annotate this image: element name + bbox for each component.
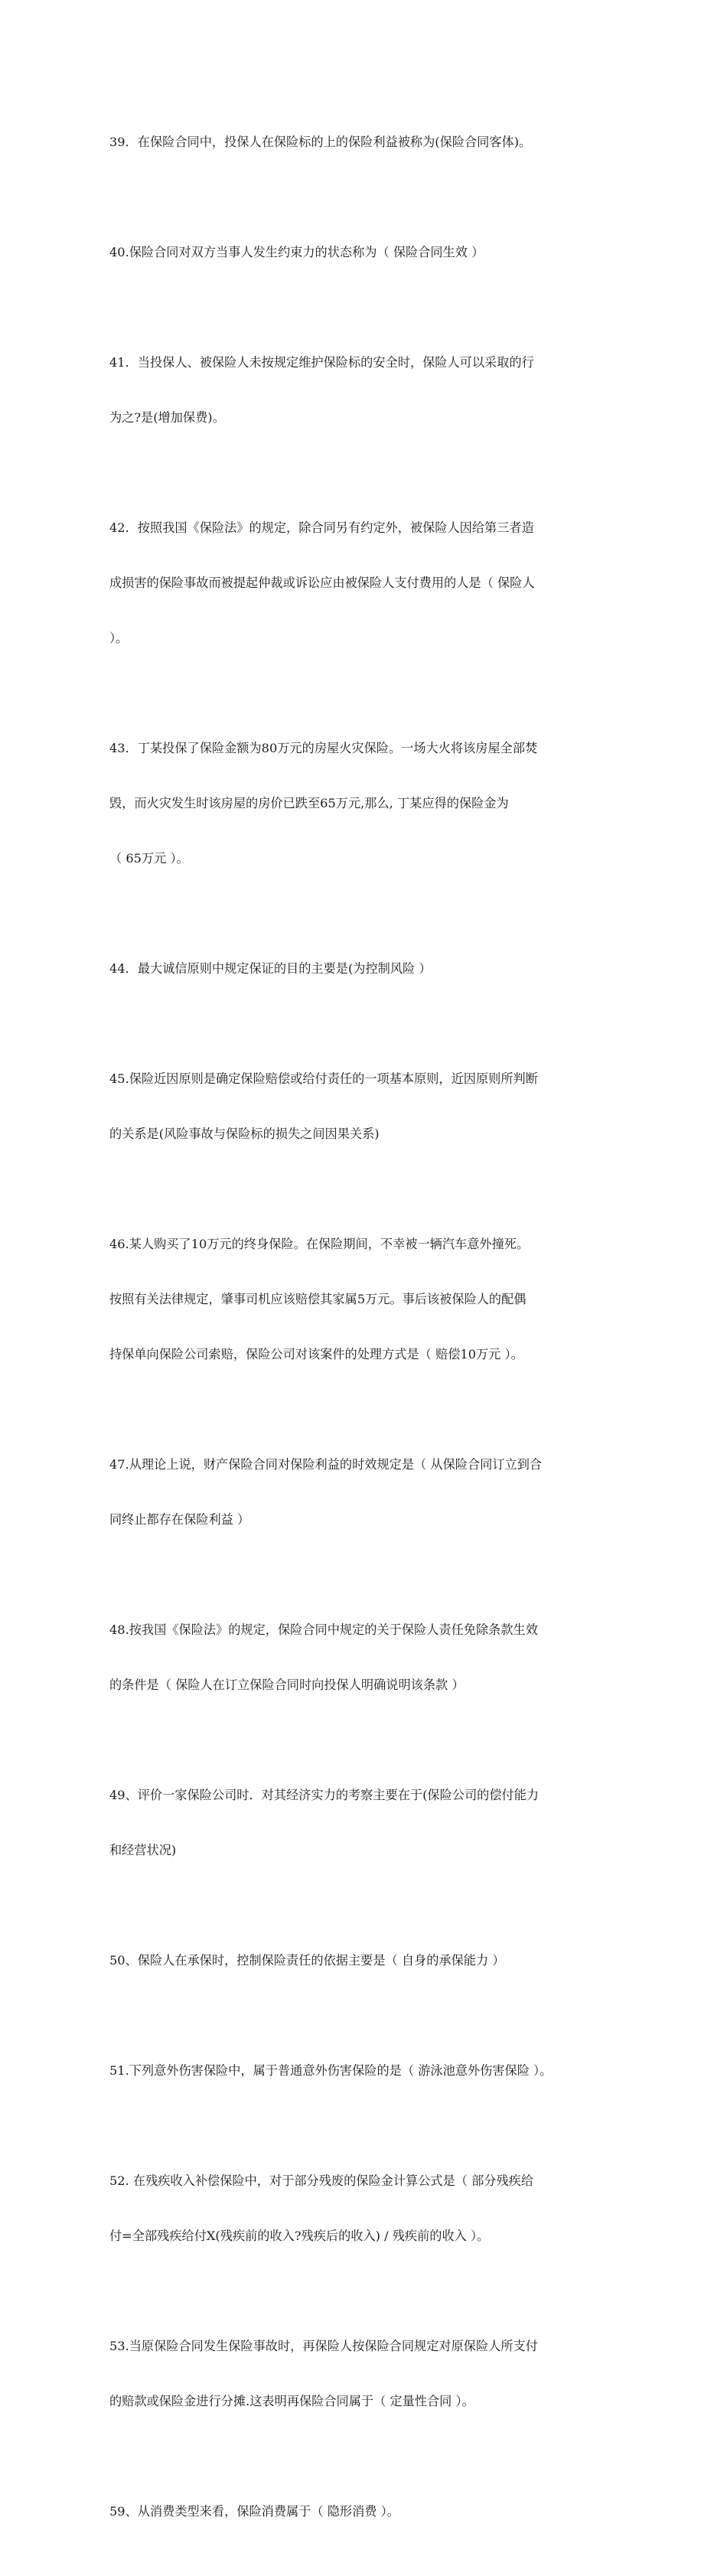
question-52 — [109, 2135, 624, 2282]
text-line: 45.保险近因原则是确定保险赔偿或给付责任的一项基本原则，近因原则所判断 — [109, 1071, 538, 1086]
text-line: 52. 在残疾收入补偿保险中，对于部分残废的保险金计算公式是（ 部分残疾给 — [109, 2173, 534, 2188]
text-line: 53.当原保险合同发生保险事故时，再保险人按保险合同规定对原保险人所支付 — [109, 2339, 538, 2353]
question-48 — [109, 1584, 624, 1731]
question-44 — [109, 923, 624, 1015]
question-53 — [109, 2300, 624, 2447]
text-line: （ 65万元 ）。 — [109, 851, 189, 866]
text-line: 为之?是(增加保费)。 — [109, 410, 225, 425]
question-49 — [109, 1749, 624, 1896]
text-line: 51.下列意外伤害保险中，属于普通意外伤害保险的是（ 游泳池意外伤害保险 ）。 — [109, 2063, 553, 2078]
text-line: 40.保险合同对双方当事人发生约束力的状态称为（ 保险合同生效 ） — [109, 245, 484, 259]
text-line: 50、保险人在承保时，控制保险责任的依据主要是（ 自身的承保能力 ） — [109, 1953, 505, 1968]
text-line: 成损害的保险事故而被提起仲裁或诉讼应由被保险人支付费用的人是（ 保险人 — [109, 576, 535, 590]
text-line: 同终止都存在保险利益 ） — [109, 1512, 250, 1527]
text-line: 付=全部残疾给付Ⅹ(残疾前的收入?残疾后的收入) / 残疾前的收入 ）。 — [109, 2229, 490, 2243]
text-line: 的赔款或保险金进行分摊.这表明再保险合同属于（ 定量性合同 ）。 — [109, 2394, 474, 2408]
question-42 — [109, 482, 624, 684]
text-line: ）。 — [109, 631, 129, 645]
document-body — [109, 96, 624, 2576]
question-45 — [109, 1033, 624, 1180]
question-43 — [109, 703, 624, 905]
text-line: 毁，而火灾发生时该房屋的房价已跌至65万元,那么, 丁某应得的保险金为 — [109, 796, 509, 810]
question-47 — [109, 1419, 624, 1566]
text-line: 59、从消费类型来看，保险消费属于（ 隐形消费 ）。 — [109, 2504, 399, 2519]
text-line: 持保单向保险公司索赔，保险公司对该案件的处理方式是（ 赔偿10万元 ）。 — [109, 1347, 523, 1361]
text-line: 44．最大诚信原则中规定保证的目的主要是(为控制风险 ） — [109, 961, 432, 976]
text-line: 49、评价一家保险公司时．对其经济实力的考察主要在于(保险公司的偿付能力 — [109, 1788, 540, 1802]
text-line: 39．在保险合同中，投保人在保险标的上的保险利益被称为(保险合同客体)。 — [109, 135, 532, 149]
question-50 — [109, 1915, 624, 2007]
text-line: 47.从理论上说，财产保险合同对保险利益的时效规定是（ 从保险合同订立到合 — [109, 1457, 543, 1472]
text-line: 按照有关法律规定，肇事司机应该赔偿其家属5万元。事后该被保险人的配偶 — [109, 1292, 527, 1306]
question-46 — [109, 1198, 624, 1400]
text-line: 42．按照我国《保险法》的规定，除合同另有约定外，被保险人因给第三者造 — [109, 520, 534, 535]
text-line: 41．当投保人、被保险人未按规定维护保险标的安全时，保险人可以采取的行 — [109, 355, 534, 370]
question-59 — [109, 2466, 624, 2558]
text-line: 的条件是（ 保险人在订立保险合同时向投保人明确说明该条款 ） — [109, 1678, 465, 1692]
text-line: 43．丁某投保了保险金额为80万元的房屋火灾保险。一场大火将该房屋全部焚 — [109, 741, 538, 755]
question-41 — [109, 317, 624, 464]
text-line: 48.按我国《保险法》的规定，保险合同中规定的关于保险人责任免除条款生效 — [109, 1622, 538, 1637]
text-line: 的关系是(风险事故与保险标的损失之间因果关系) — [109, 1127, 380, 1141]
question-39 — [109, 96, 624, 188]
question-40 — [109, 207, 624, 298]
text-line: 和经营状况) — [109, 1843, 177, 1857]
question-51 — [109, 2025, 624, 2117]
text-line: 46.某人购买了10万元的终身保险。在保险期间，不幸被一辆汽车意外撞死。 — [109, 1237, 530, 1251]
